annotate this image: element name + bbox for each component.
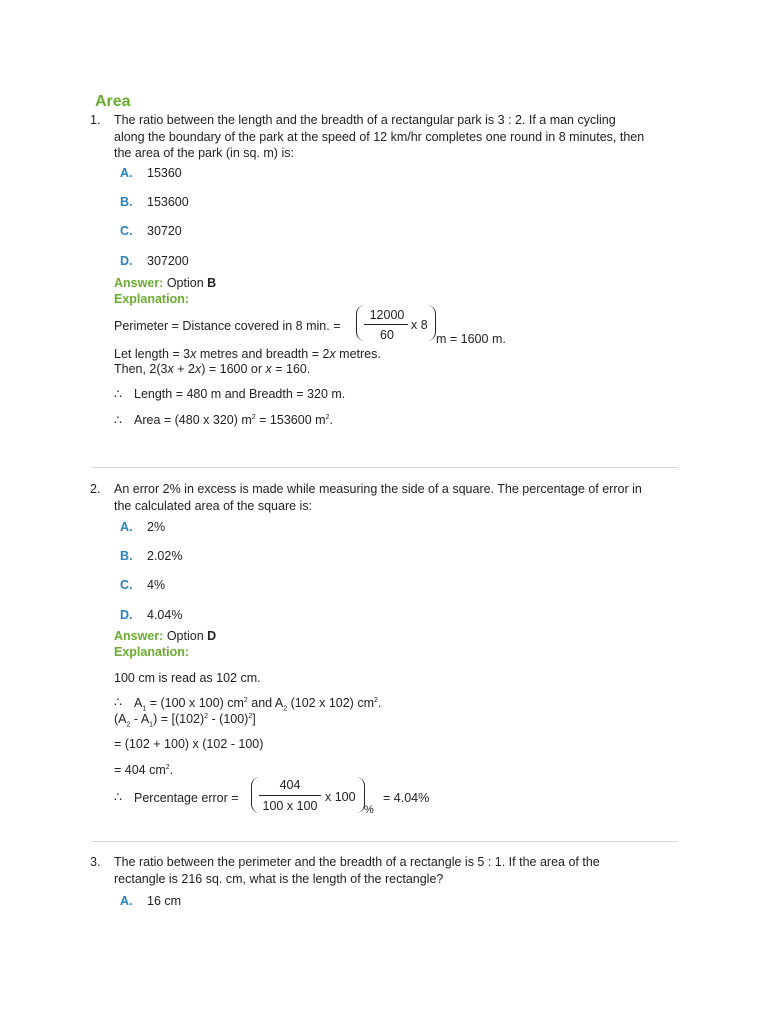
question-3-line: The ratio between the perimeter and the breadth of a rectangle is 5 : 1. If the area of the [114, 855, 600, 869]
q2-percentage-result: = 4.04% [383, 791, 430, 805]
question-3-text [114, 854, 600, 887]
divider [91, 841, 678, 842]
q2-option-c-label[interactable]: C. [120, 578, 133, 592]
q2-fraction-denominator: 100 x 100 [262, 799, 318, 813]
question-1-line: along the boundary of the park at the speed of 12 km/hr completes one round in 8 minutes, then [114, 129, 645, 144]
therefore-icon: ∴ [114, 790, 122, 804]
question-2-line: the calculated area of the square is: [114, 498, 313, 513]
question-2-line: An error 2% in excess is made while measuring the side of a square. The percentage of error in [114, 482, 642, 496]
q1-option-a-value: 15360 [147, 166, 182, 180]
question-3-line: rectangle is 216 sq. cm, what is the length of the rectangle? [114, 871, 444, 886]
q2-option-d-label[interactable]: D. [120, 608, 133, 622]
q2-step-1: = (102 + 100) x (102 - 100) [114, 737, 264, 751]
q1-option-c-value: 30720 [147, 224, 182, 238]
q2-option-a-label[interactable]: A. [120, 520, 133, 534]
q1-option-d-value: 307200 [147, 254, 189, 268]
q1-option-b-label[interactable]: B. [120, 195, 133, 209]
q1-let-length: Let length = 3x metres and breadth = 2x metres. [114, 347, 381, 361]
answer-label: Answer: [114, 629, 164, 643]
q2-percentage-error-text: Percentage error = [134, 791, 239, 805]
q1-option-d-label[interactable]: D. [120, 254, 133, 268]
divider [91, 467, 678, 468]
q1-option-c-label[interactable]: C. [120, 224, 133, 238]
q2-option-b-value: 2.02% [147, 549, 183, 563]
answer-text: Option [166, 276, 204, 290]
q1-perimeter-text: Perimeter = Distance covered in 8 min. = [114, 319, 341, 333]
q1-fraction-multiplier: x 8 [411, 318, 428, 332]
therefore-icon: ∴ [114, 695, 122, 709]
q1-answer [114, 276, 216, 290]
question-2-text [114, 481, 642, 514]
q1-explanation-label: Explanation: [114, 292, 190, 306]
therefore-icon: ∴ [114, 387, 122, 401]
q1-area-result: Area = (480 x 320) $m^2 = 153600$ $m^2$. [134, 413, 333, 427]
q2-fraction-multiplier: x 100 [325, 790, 356, 804]
q1-fraction-denominator: 60 [380, 328, 394, 342]
q3-option-a-value: 16 cm [147, 894, 182, 908]
fraction-bar [364, 324, 408, 325]
q1-option-b-value: 153600 [147, 195, 189, 209]
q2-read-as: 100 cm is read as 102 cm. [114, 671, 261, 685]
q3-option-a-label[interactable]: A. [120, 894, 133, 908]
question-1-line: The ratio between the length and the breadth of a rectangular park is 3 : 2. If a man cycling [114, 113, 616, 127]
answer-text: Option [166, 629, 204, 643]
right-paren [427, 305, 436, 341]
question-1-text [114, 112, 644, 162]
question-1-line: the area of the park (in sq. m) is: [114, 146, 294, 160]
q2-fraction-numerator: 404 [279, 778, 301, 792]
q2-answer [114, 629, 216, 643]
question-3-number: 3. [90, 855, 101, 869]
q2-step-2: = 404 $cm^2$. [114, 763, 174, 777]
question-2-number: 2. [90, 482, 101, 496]
q2-option-b-label[interactable]: B. [120, 549, 133, 563]
answer-option: D [207, 629, 217, 643]
q2-explanation-label: Explanation: [114, 645, 190, 659]
q1-perimeter-result: m = 1600 m. [436, 332, 506, 346]
section-title: Area [95, 93, 131, 110]
q2-option-c-value: 4% [147, 578, 166, 592]
question-1-number: 1. [90, 113, 101, 127]
answer-option: B [207, 276, 217, 290]
q1-length-breadth: Length = 480 m and Breadth = 320 m. [134, 387, 346, 401]
answer-label: Answer: [114, 276, 164, 290]
q1-then-equation: Then, 2(3x + 2x) = 1600 or x = 160. [114, 362, 311, 376]
q1-option-a-label[interactable]: A. [120, 166, 133, 180]
fraction-bar [259, 795, 321, 796]
q2-difference: $(A_2 - A_1) = [(102)^2 - (100)^2]$ [114, 712, 256, 729]
q2-option-a-value: 2% [147, 520, 166, 534]
q1-fraction-numerator: 12000 [369, 308, 405, 322]
q2-option-d-value: 4.04% [147, 608, 183, 622]
q2-percent-sign: % [364, 804, 374, 816]
therefore-icon: ∴ [114, 413, 122, 427]
q2-area-values: $A_1 = (100$ x 100) $cm^2$ and $A_2$ (102 x 102) $cm^2$. [134, 696, 382, 713]
